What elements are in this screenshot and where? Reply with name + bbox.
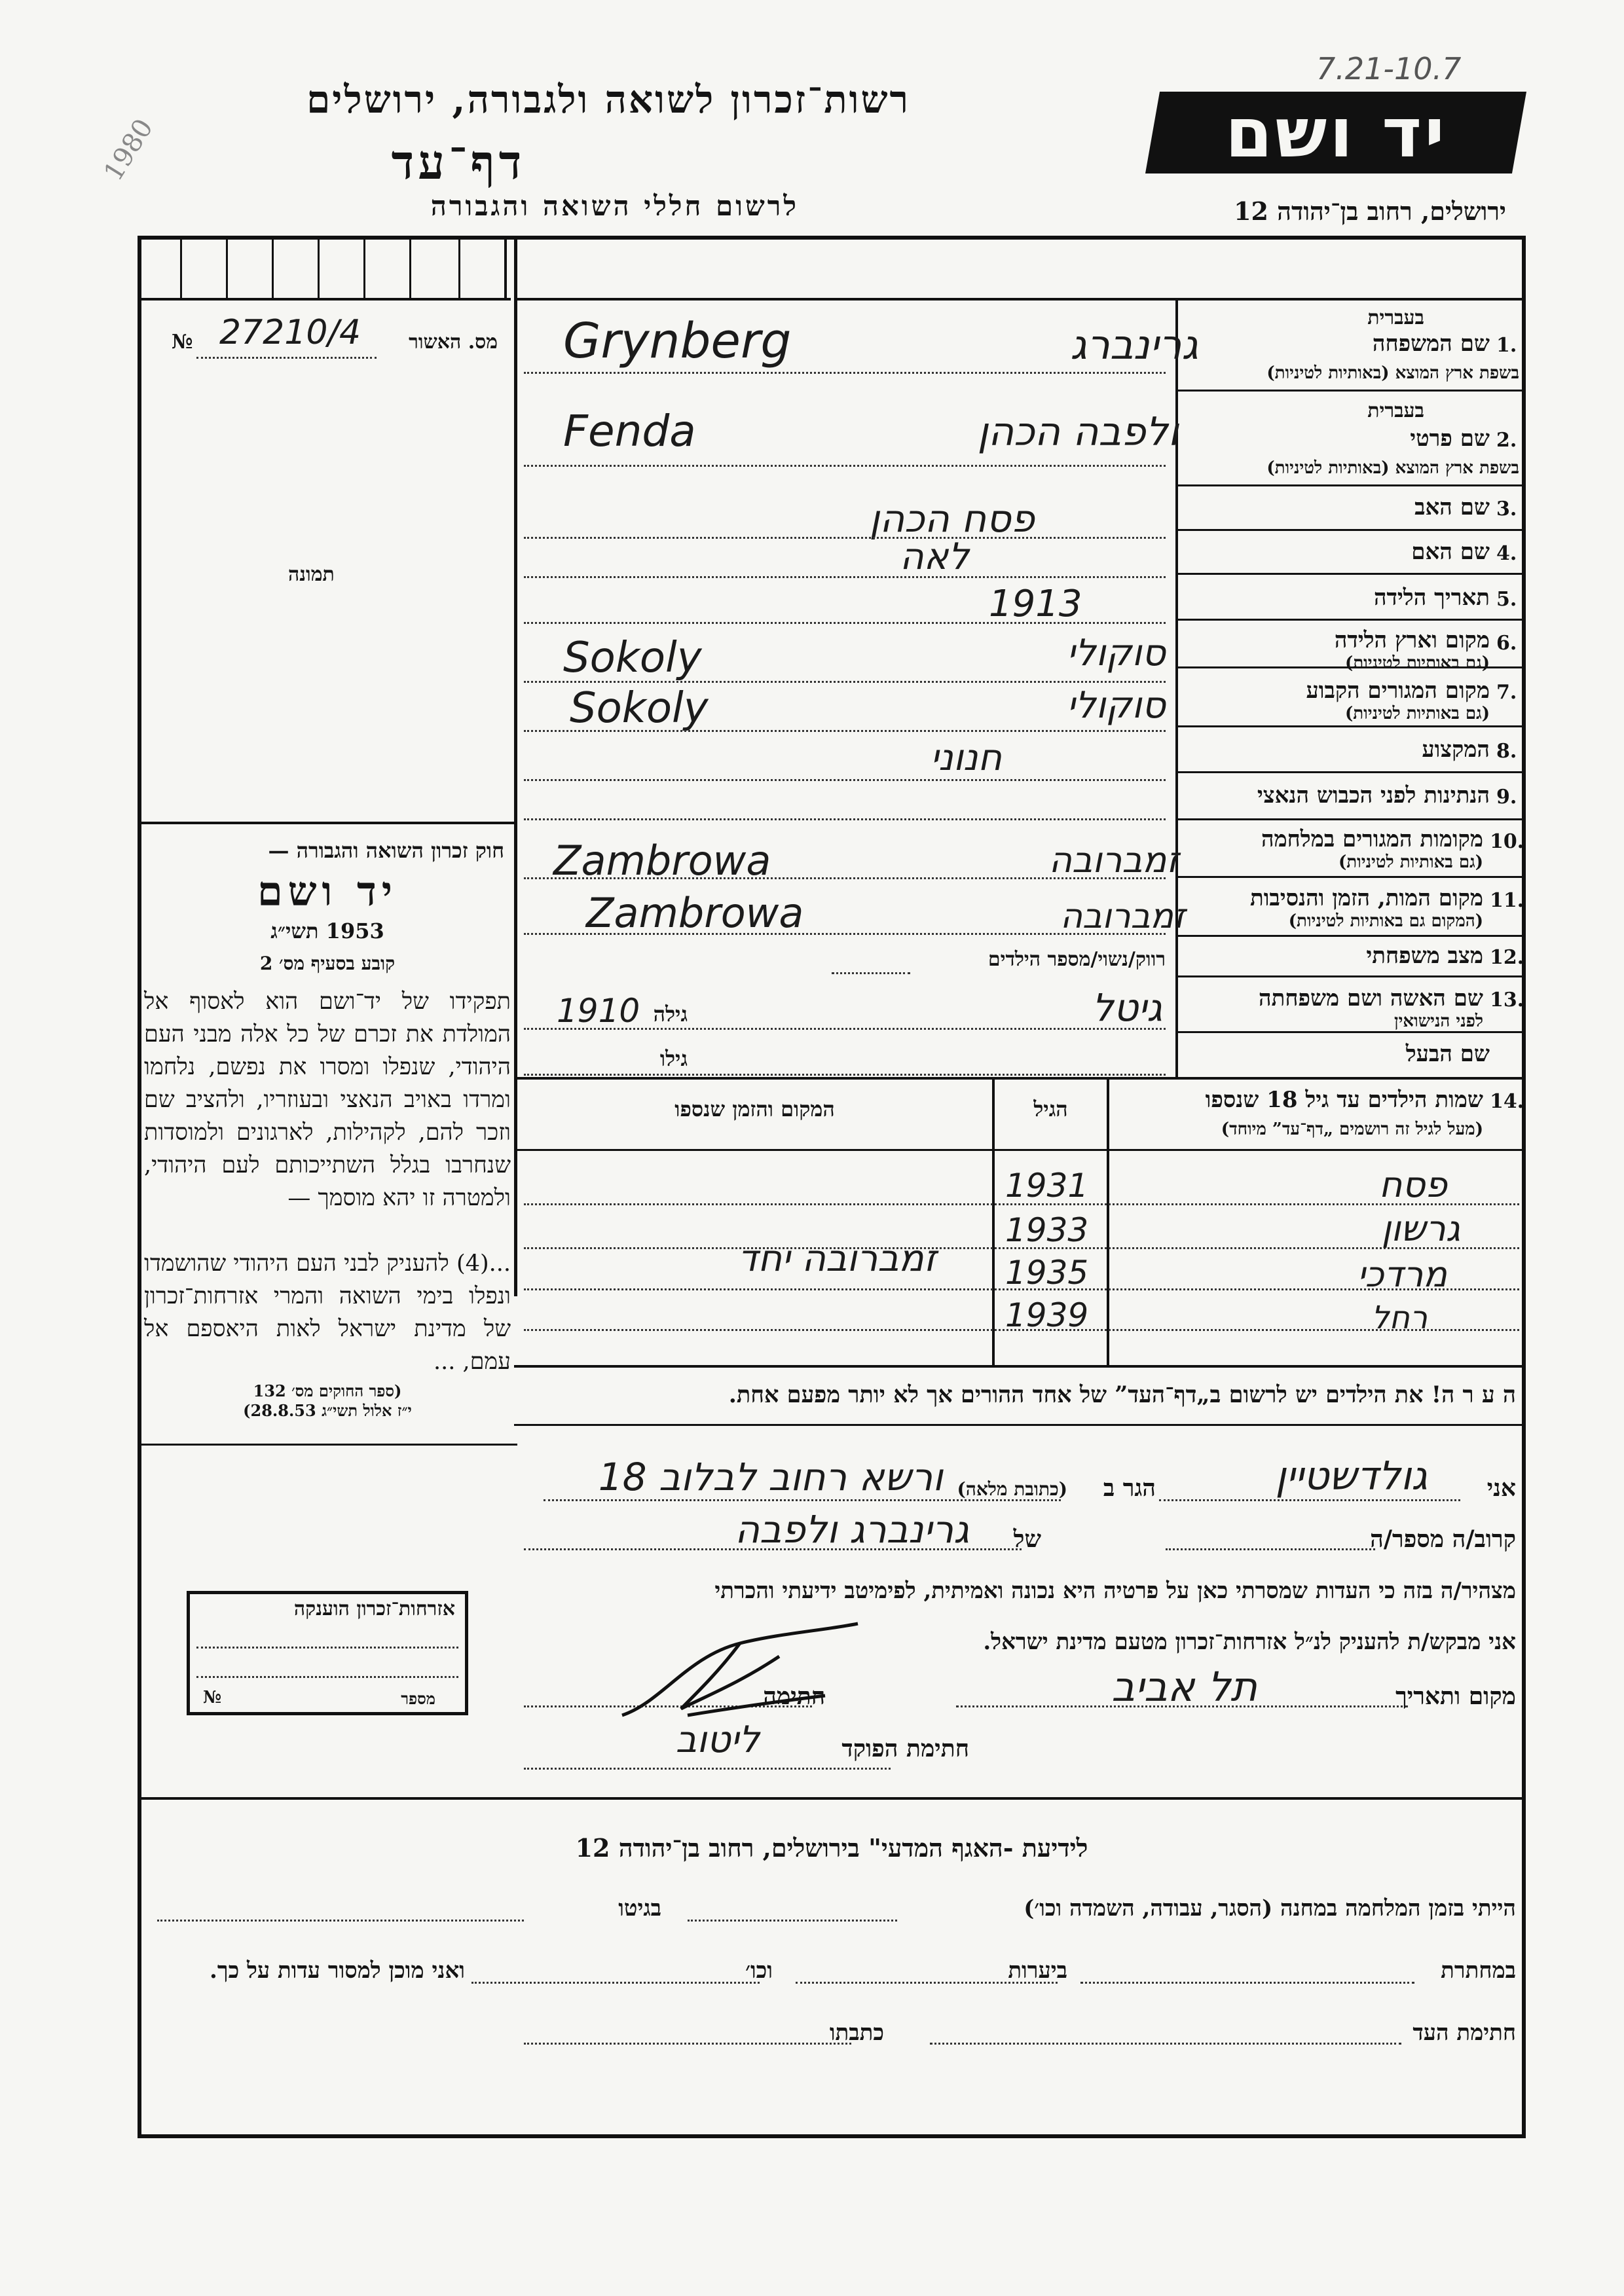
children-col-age: הגיל <box>1033 1097 1068 1121</box>
value-first-name-hebrew[interactable]: ולפבה הכהן <box>977 409 1179 455</box>
footer-forests-label: ביערות <box>1008 1958 1067 1984</box>
decl-relative-label: קרוב/ה מספר/ה <box>1370 1525 1516 1553</box>
field-marital-options: רווק/נשוי/מספר הילדים <box>987 948 1166 971</box>
note-text: ה ע ר ה! את הילדים יש לרשום ב„דף־העד” של אחד ההורים אך לא יותר מפעם אחת. <box>728 1381 1516 1408</box>
field-number-4: 4. <box>1496 542 1517 565</box>
child-name-1[interactable]: פסח <box>1378 1164 1447 1205</box>
value-wife-name[interactable]: גיטל <box>1092 985 1162 1030</box>
field-number-8: 8. <box>1496 740 1517 763</box>
value-death-place-hebrew[interactable]: זמברובה <box>1060 897 1185 936</box>
field-label-mother: שם האם <box>1411 539 1490 565</box>
child-age-3[interactable]: 1935 <box>1005 1254 1089 1292</box>
child-age-4[interactable]: 1939 <box>1005 1296 1089 1334</box>
value-death-place-latin[interactable]: Zambrowa <box>586 889 804 937</box>
field-label-family-name: שם המשפחה <box>1372 331 1490 357</box>
law-section: קובע בסעיף מס׳ 2 <box>259 953 396 974</box>
field-sub-family-name: בשפת ארץ המוצא (באותיות לטיניות) <box>1266 363 1519 383</box>
law-text: תפקידו של יד־ושם הוא לאסוף אל המולדת את זכרם של כל אלה מבני העם היהודי, שנפלו ומסרו את נפשם, נלחמו ומרדו באויב הנאצי ובעוזריו, ולהציב שם וזכר להם, לקהילות, לארגונים ולמוסדות שנחרבו בגלל השתייכותם לעם היהודי, ולמטרה זו יהא מוסמך — <box>144 989 511 1211</box>
value-residence-latin[interactable]: Sokoly <box>570 684 709 733</box>
approval-number-label: מס. האשור <box>409 331 498 354</box>
field-number-7: 7. <box>1496 681 1517 704</box>
decl-place-date-label: מקום ותאריך <box>1395 1683 1516 1710</box>
photo-label: תמונה <box>288 563 335 586</box>
footer-title: לידיעת -האגף המדעי" בירושלים, רחוב בן־יהודה 12 <box>575 1833 1088 1863</box>
form-title: דף־עד <box>391 134 526 190</box>
children-number: 14. <box>1490 1090 1524 1113</box>
field-label-birth-date: תאריך הלידה <box>1373 585 1490 611</box>
address: ירושלים, רחוב בן־יהודה 12 <box>1234 196 1506 226</box>
field-sub-wife-name: לפני הנישואין <box>1393 1011 1483 1031</box>
footer-underground-label: במחתרת <box>1441 1958 1516 1984</box>
child-age-2[interactable]: 1933 <box>1005 1211 1089 1249</box>
authority-name: רשות־זכרון לשואה ולגבורה, ירושלים <box>306 77 910 122</box>
value-profession[interactable]: חנוני <box>930 737 1002 779</box>
children-col-place: המקום והזמן שנספו <box>674 1097 835 1121</box>
children-place-value[interactable]: זמברובה יחד <box>737 1237 936 1280</box>
decl-address-hint: (כתובת מלאה) <box>957 1478 1067 1500</box>
law-reference-2: י״ז אלול תשי״ג 28.8.53) <box>243 1401 412 1420</box>
field-number-2: 2. <box>1496 429 1517 452</box>
value-family-name-hebrew[interactable]: גרינברג <box>1070 321 1198 369</box>
decl-statement-1: מצהיר/ה בזה כי העדות שמסרתי כאן על פרטיה היא נכונה ואמיתית, לפימיטב ידיעתי והכרתי <box>714 1578 1516 1604</box>
field-sub-death-place: (המקום גם באותיות לטיניות) <box>1288 911 1483 931</box>
field-label-nationality: הנתינות לפני הכבוש הנאצי <box>1257 782 1490 809</box>
approval-number-value[interactable]: 27210/4 <box>219 313 361 352</box>
field-number-11: 11. <box>1490 889 1524 912</box>
field-label-first-name: שם פרטי <box>1410 426 1490 452</box>
child-name-4[interactable]: רחל <box>1371 1300 1428 1336</box>
decl-place-date-value[interactable]: תל אביב <box>1111 1663 1257 1711</box>
footer-willing-label: ואני מוכן למסור עדות על כך. <box>210 1958 465 1984</box>
field-label-marital-status: מצב משפחתי <box>1366 943 1483 969</box>
law-reference-1: (ספר החוקים מס׳ 132 <box>253 1381 402 1400</box>
field-label-death-place: מקום המות, הזמן והנסיבות <box>1249 885 1483 911</box>
value-father[interactable]: פסח הכהן <box>869 496 1035 541</box>
decl-officer-signature[interactable]: ליטוב <box>675 1719 760 1761</box>
field-label-wartime-residence: מקומות המגורים במלחמה <box>1261 826 1483 852</box>
field-number-12: 12. <box>1490 946 1524 969</box>
value-first-name-latin[interactable]: Fenda <box>563 406 696 456</box>
field-number-1: 1. <box>1496 334 1517 357</box>
law-name: יד ושם <box>257 867 398 915</box>
field-label-wife-name: שם האשה ושם משפחתה <box>1259 985 1483 1011</box>
field-number-3: 3. <box>1496 498 1517 520</box>
field-label-residence: מקום המגורים הקבוע <box>1306 678 1490 704</box>
law-year: 1953 תשי״ג <box>270 919 384 943</box>
field-label-profession: המקצוע <box>1422 737 1490 763</box>
child-name-2[interactable]: גרשון <box>1381 1208 1460 1249</box>
field-sub-birthplace: (גם באותיות לטיניות) <box>1344 653 1490 673</box>
field-label-husband-name: שם הבעל <box>1405 1041 1490 1067</box>
field-sub-wartime-residence: (גם באותיות לטיניות) <box>1338 852 1483 872</box>
decl-statement-2: אני מבקש/ת להעניק לנ״ל אזרחות־זכרון מטעם מדינת ישראל. <box>983 1629 1516 1655</box>
field-number-10: 10. <box>1490 830 1524 853</box>
field-hebrew-tag-2: בעברית <box>1367 399 1424 422</box>
form-subtitle: לרשום חללי השואה והגבורה <box>430 190 799 222</box>
field-label-birthplace: מקום וארץ הלידה <box>1334 627 1490 653</box>
logo-text: יד ושם <box>1225 92 1447 173</box>
value-wartime-residence-latin[interactable]: Zambrowa <box>553 837 771 884</box>
archive-stamp-number: 7.21-10.7 <box>1316 51 1462 86</box>
approval-number-symbol: № <box>172 331 193 354</box>
witness-signature <box>609 1617 884 1728</box>
field-number-5: 5. <box>1496 588 1517 611</box>
decl-of-label: של <box>1013 1525 1041 1553</box>
decl-officer-label: חתימת הפוקד <box>841 1735 969 1762</box>
law-clause: ...(4) להעניק לבני העם היהודי שהושמדו ונפלו בימי השואה והמרי אזרחות־זכרון של מדינת ישראל לאות היאספם אל עמם, ... <box>144 1250 511 1375</box>
decl-signature-label: חתימה <box>763 1683 825 1710</box>
field-label-wife-age: גילה <box>653 1002 688 1027</box>
yad-vashem-logo <box>1145 92 1526 173</box>
child-age-1[interactable]: 1931 <box>1005 1167 1089 1205</box>
value-mother[interactable]: לאה <box>900 536 969 578</box>
law-title: חוק זכרון השואה והגבורה — <box>268 838 504 863</box>
decl-lives-label: הגר ב <box>1103 1474 1156 1502</box>
value-residence-hebrew[interactable]: סוקולי <box>1067 684 1166 727</box>
field-number-6: 6. <box>1496 632 1517 655</box>
field-number-13: 13. <box>1490 989 1524 1011</box>
children-title: שמות הילדים עד גיל 18 שנספו <box>1205 1087 1483 1113</box>
citizenship-title: אזרחות־זכרון הוענקה <box>293 1597 455 1620</box>
value-birthplace-latin[interactable]: Sokoly <box>563 634 702 682</box>
footer-witness-signature-label: חתימת העד <box>1412 2020 1516 2046</box>
value-family-name-latin[interactable]: Grynberg <box>563 313 792 369</box>
field-label-father: שם האב <box>1414 494 1490 520</box>
footer-camp-label: הייתי בזמן המלחמה במחנה (הסגר, עבודה, השמדה וכו׳) <box>1024 1895 1516 1922</box>
field-label-husband-age: גילו <box>659 1046 688 1071</box>
field-number-9: 9. <box>1496 786 1517 809</box>
corner-stamp: 1980 <box>98 113 159 187</box>
citizenship-number-label: מספר <box>401 1689 435 1708</box>
decl-address-value[interactable]: ורשא רחוב לבלוב 18 <box>598 1455 943 1499</box>
decl-i-label: אני <box>1486 1474 1516 1502</box>
field-hebrew-tag-1: בעברית <box>1367 306 1424 329</box>
value-birthplace-hebrew[interactable]: סוקולי <box>1067 632 1166 674</box>
value-birth-date[interactable]: 1913 <box>989 583 1082 625</box>
value-wartime-residence-hebrew[interactable]: זמברובה <box>1048 839 1179 881</box>
footer-address-label: כתבתו <box>829 2020 884 2046</box>
decl-relative-value[interactable]: גרינברג ולפבה <box>735 1507 969 1552</box>
field-sub-first-name: בשפת ארץ המוצא (באותיות לטיניות) <box>1266 458 1519 478</box>
decl-i-value[interactable]: גולדשטיין <box>1275 1453 1428 1499</box>
value-wife-age[interactable]: 1910 <box>557 992 640 1030</box>
citizenship-number-symbol: № <box>203 1688 222 1707</box>
children-title-sub: (מעל לגיל זה רושמים „דף־עד” מיוחד) <box>1221 1120 1483 1139</box>
child-name-3[interactable]: מרדכי <box>1357 1254 1447 1295</box>
field-sub-residence: (גם באותיות לטיניות) <box>1344 704 1490 723</box>
footer-etc-label: וכו׳ <box>745 1958 773 1984</box>
footer-ghetto-label: בגיטו <box>618 1895 661 1922</box>
